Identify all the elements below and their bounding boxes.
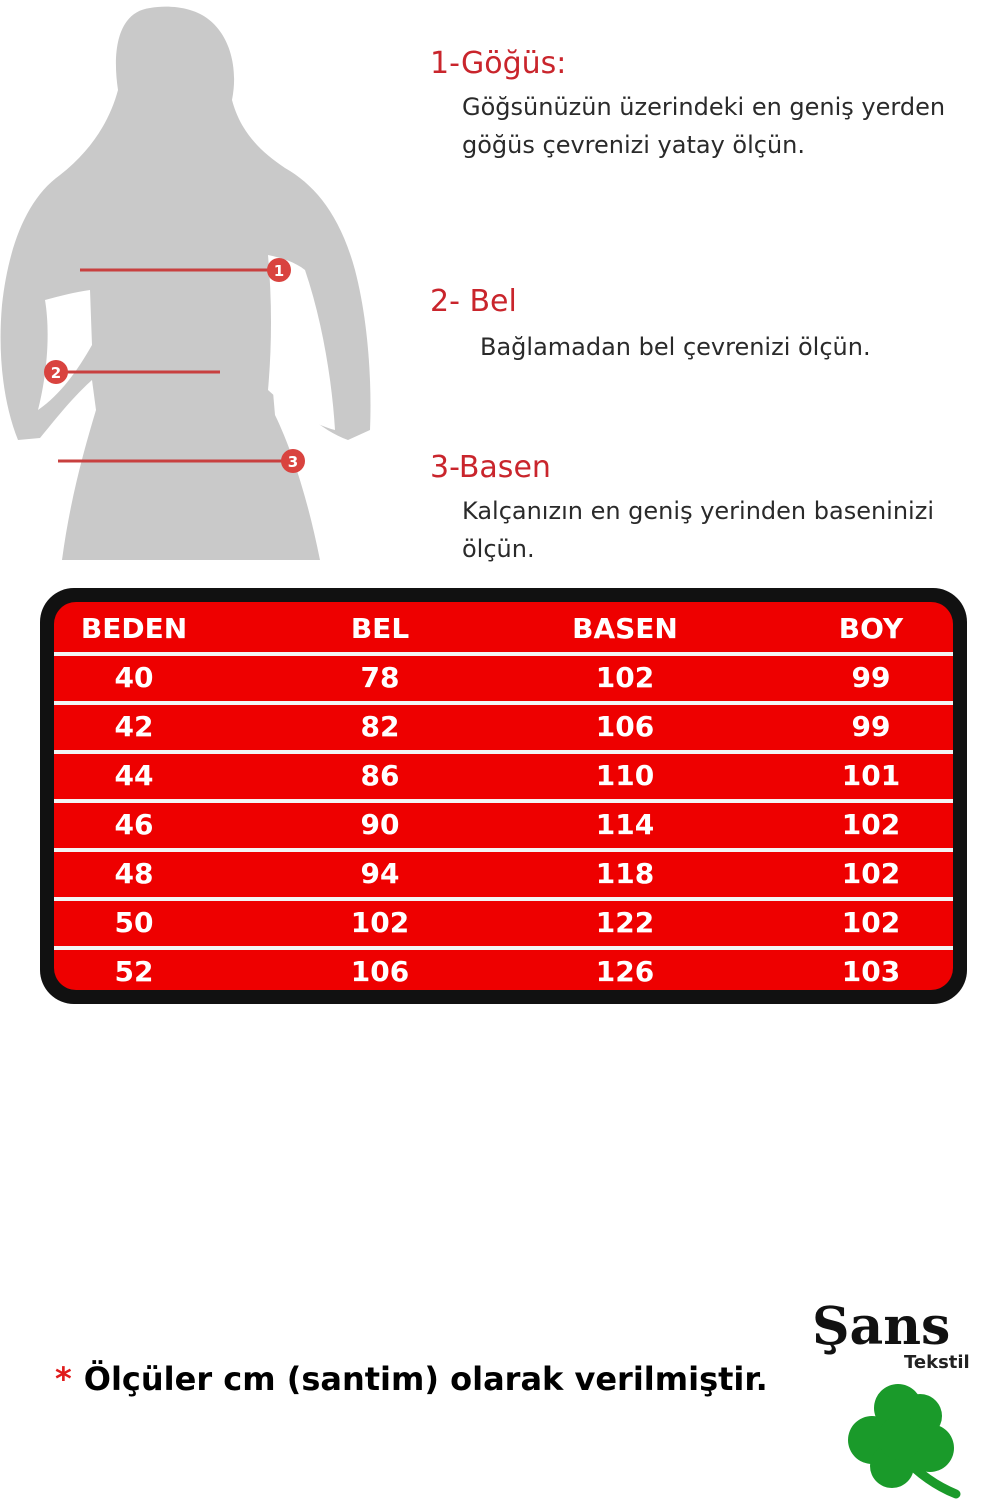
header-beden: BEDEN: [80, 612, 188, 645]
header-boy: BOY: [838, 612, 904, 645]
cell-beden: 52: [114, 955, 154, 988]
cell-beden: 50: [114, 906, 154, 939]
cell-bel: 82: [360, 710, 400, 743]
table-row: [54, 802, 953, 848]
chest-title: 1-Göğüs:: [430, 46, 567, 81]
unit-note-text: Ölçüler cm (santim) olarak verilmiştir.: [83, 1360, 768, 1398]
svg-text:2: 2: [50, 364, 62, 382]
asterisk: *: [55, 1360, 72, 1398]
brand-logo: [806, 1288, 986, 1500]
table-row: [54, 704, 953, 750]
table-row: [54, 851, 953, 897]
cell-boy: 99: [851, 661, 891, 694]
cell-basen: 122: [595, 906, 655, 939]
table-row: [54, 900, 953, 946]
cell-boy: 99: [851, 710, 891, 743]
table-row: [54, 655, 953, 701]
cell-bel: 78: [360, 661, 400, 694]
cell-beden: 48: [114, 857, 154, 890]
size-table: [40, 588, 967, 1004]
silhouette-shape: [1, 7, 371, 560]
cell-beden: 40: [114, 661, 154, 694]
waist-description: Bağlamadan bel çevrenizi ölçün.: [480, 333, 871, 361]
svg-text:3: 3: [287, 453, 299, 471]
body-silhouette-figure: [0, 0, 390, 570]
cell-basen: 126: [595, 955, 655, 988]
cell-beden: 42: [114, 710, 154, 743]
brand-name: Şans: [812, 1296, 951, 1357]
table-row: [54, 949, 953, 990]
hip-title: 3-Basen: [430, 450, 551, 485]
cell-basen: 102: [595, 661, 655, 694]
cell-bel: 86: [360, 759, 400, 792]
cell-basen: 106: [595, 710, 655, 743]
header-basen: BASEN: [572, 612, 678, 645]
cell-boy: 102: [841, 808, 901, 841]
cell-boy: 102: [841, 857, 901, 890]
clover-icon: [848, 1384, 956, 1494]
brand-sub: Tekstil: [904, 1352, 970, 1373]
cell-boy: 101: [841, 759, 901, 792]
cell-bel: 102: [350, 906, 410, 939]
cell-beden: 44: [114, 759, 154, 792]
cell-boy: 102: [841, 906, 901, 939]
table-row: [54, 753, 953, 799]
cell-beden: 46: [114, 808, 154, 841]
cell-boy: 103: [841, 955, 901, 988]
chest-description: Göğsünüzün üzerindeki en geniş yerden göğüs çevrenizi yatay ölçün.: [462, 93, 946, 159]
waist-title: 2- Bel: [430, 284, 517, 319]
svg-text:1: 1: [273, 262, 285, 280]
table-header-row: [54, 606, 953, 652]
size-table-body: [54, 602, 953, 990]
cell-basen: 118: [595, 857, 655, 890]
hip-description: Kalçanızın en geniş yerinden baseninizi ölçün.: [462, 497, 934, 563]
unit-note: [55, 1360, 768, 1398]
cell-bel: 90: [360, 808, 400, 841]
header-bel: BEL: [350, 612, 410, 645]
cell-basen: 114: [595, 808, 655, 841]
cell-basen: 110: [595, 759, 655, 792]
cell-bel: 94: [360, 857, 400, 890]
cell-bel: 106: [350, 955, 410, 988]
